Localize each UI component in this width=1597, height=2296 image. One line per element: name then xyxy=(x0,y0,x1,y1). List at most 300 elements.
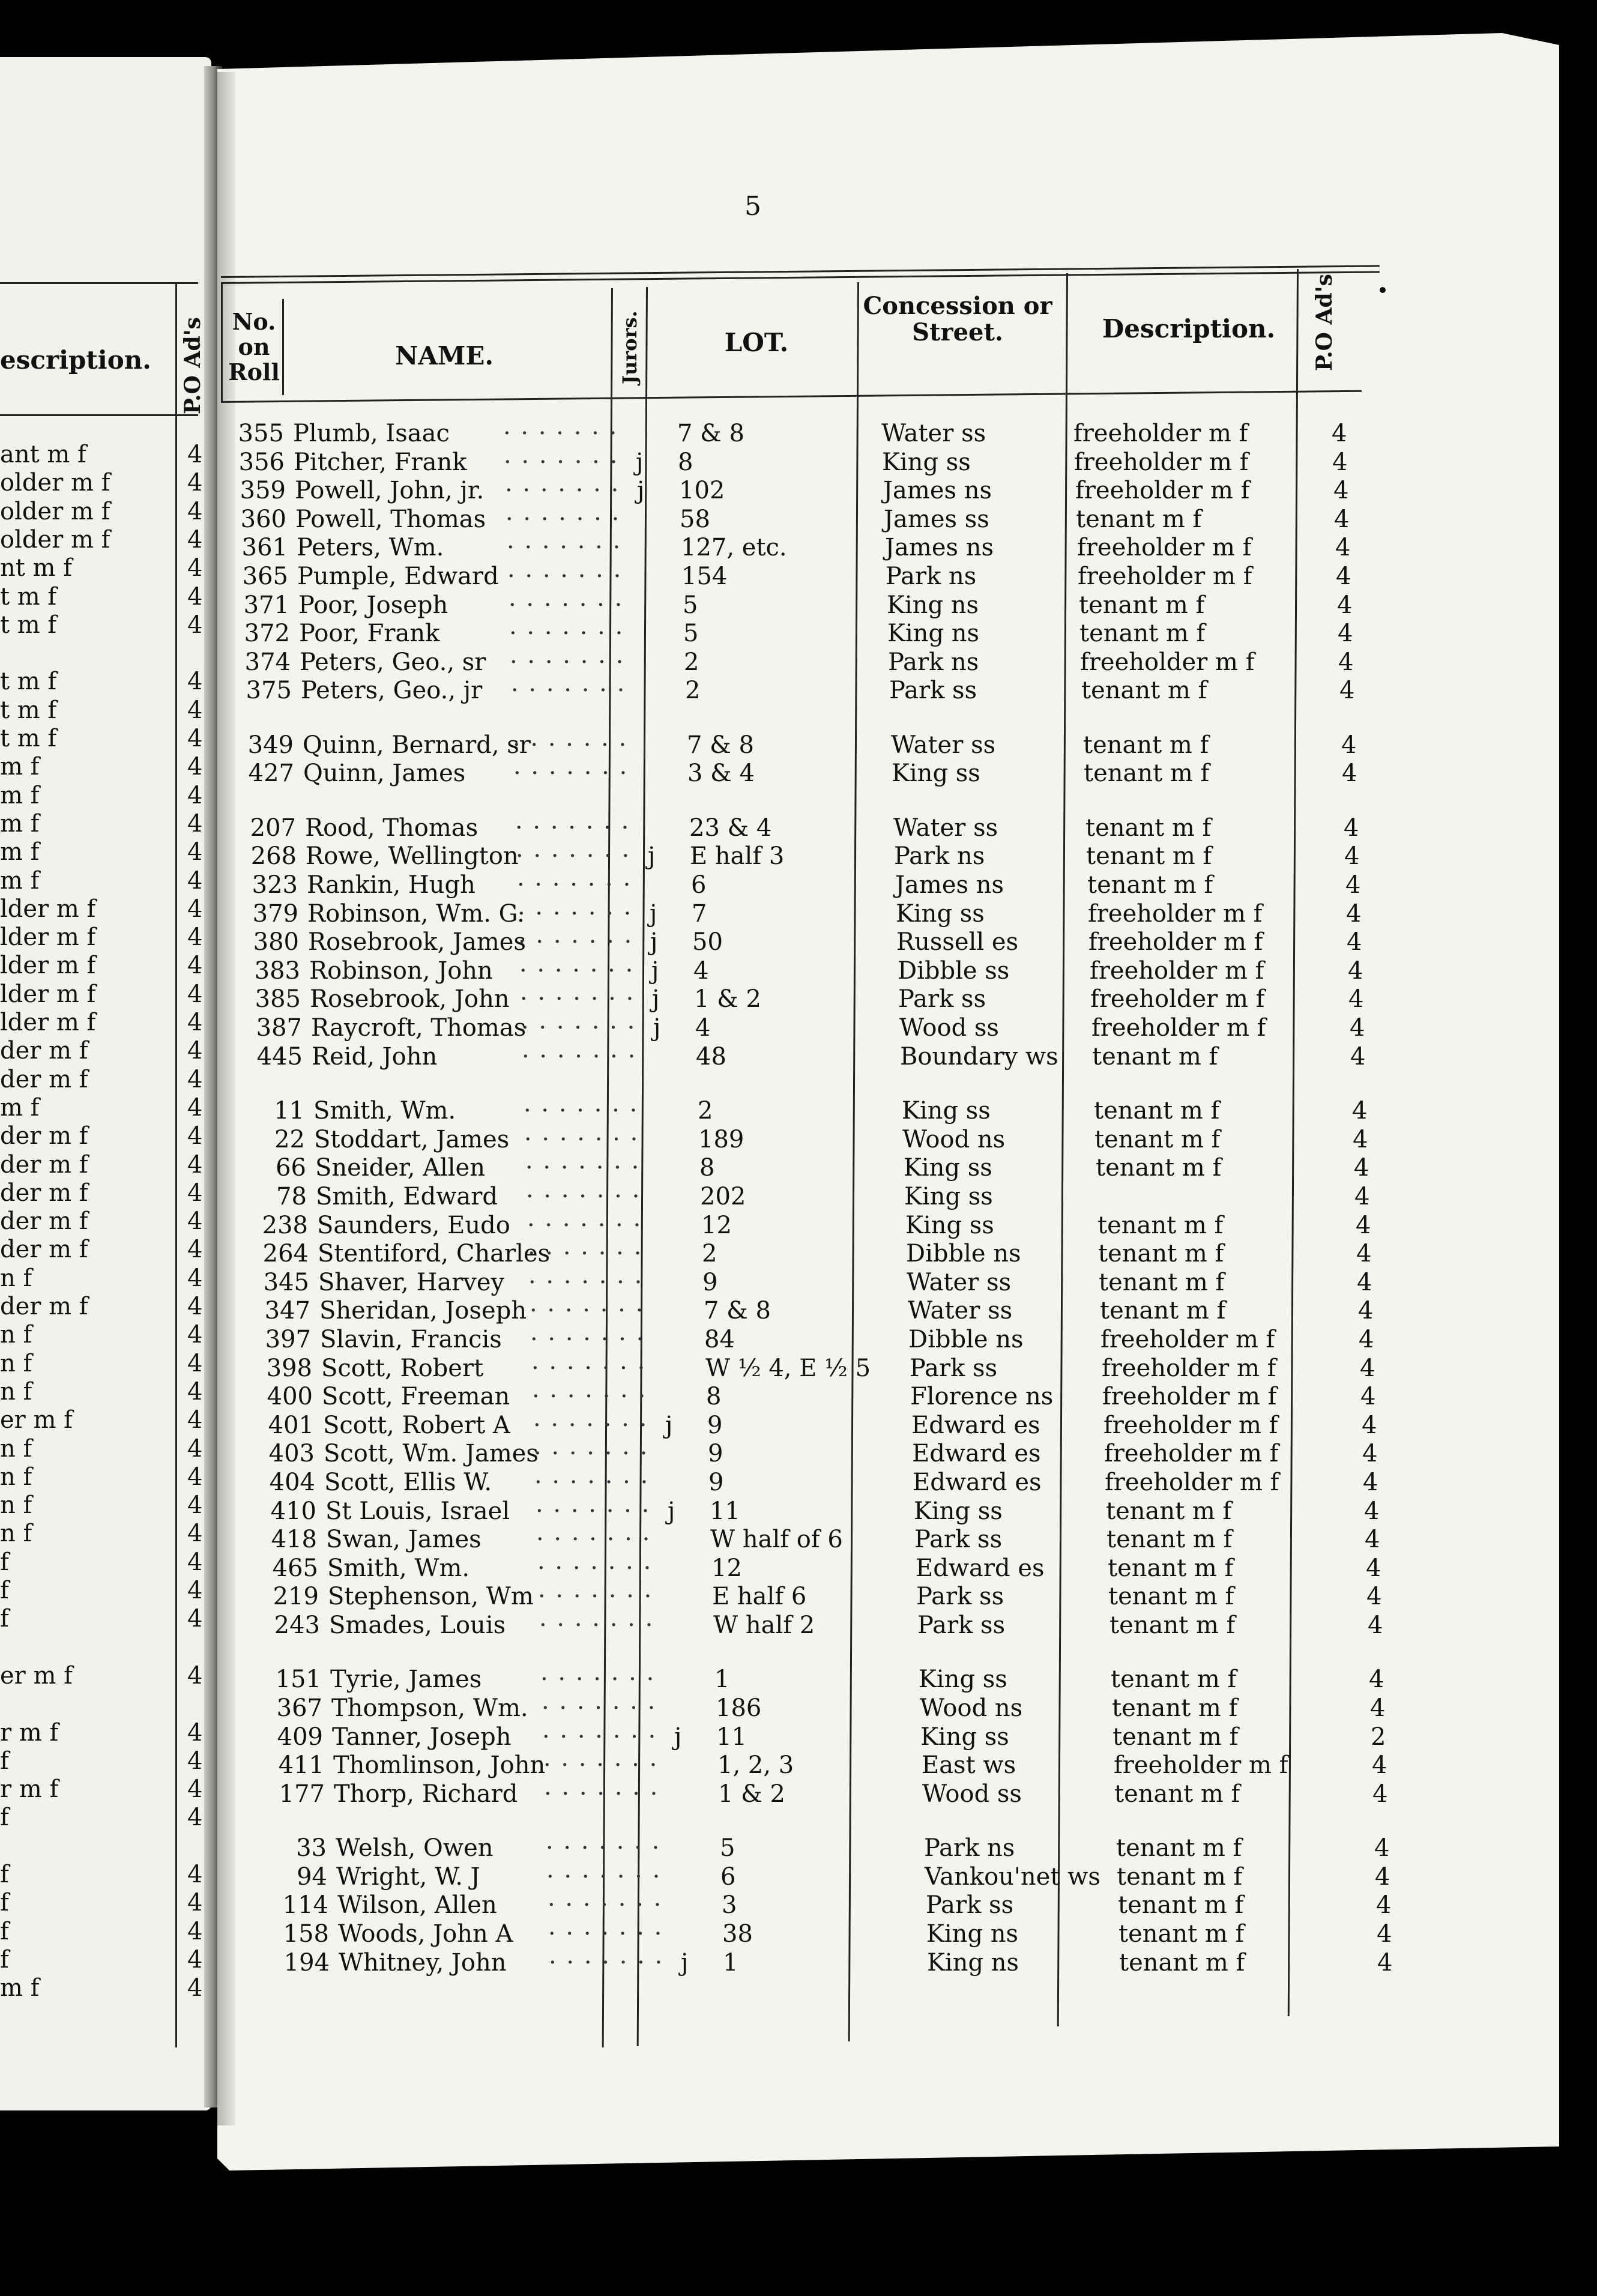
row-lot: 3 & 4 xyxy=(687,760,755,787)
left-row-description: r m f xyxy=(0,1718,59,1747)
row-resident-name: Rankin, Hugh xyxy=(307,871,475,899)
row-description: tenant m f xyxy=(1096,1154,1222,1182)
table-row xyxy=(260,1724,1401,1753)
left-row xyxy=(0,1804,204,1833)
table-row xyxy=(249,1355,1390,1384)
left-row-description: er m f xyxy=(0,1406,73,1434)
leader-dots: · · · · · · · xyxy=(507,534,622,561)
left-row xyxy=(0,1464,204,1493)
row-roll-number: 374 xyxy=(244,648,291,676)
row-resident-name: Tanner, Joseph xyxy=(332,1723,512,1751)
row-street: Park ns xyxy=(886,563,977,590)
table-row xyxy=(267,1950,1407,1978)
row-resident-name: Powell, John, jr. xyxy=(295,477,485,504)
row-po-address: 4 xyxy=(1348,957,1363,985)
row-lot: 9 xyxy=(708,1469,724,1496)
row-lot: 11 xyxy=(716,1723,747,1751)
row-street: Park ss xyxy=(889,677,977,704)
row-street: Park ss xyxy=(914,1526,1003,1553)
row-street: Vankou'net ws xyxy=(925,1863,1100,1891)
left-row xyxy=(0,1038,204,1066)
leader-dots: · · · · · · · xyxy=(546,1863,662,1891)
table-row xyxy=(237,958,1378,986)
row-po-address: 4 xyxy=(1354,1183,1370,1210)
left-row-description: m f xyxy=(0,781,40,809)
left-header-rule xyxy=(0,282,198,284)
left-row xyxy=(0,470,204,498)
leader-dots: · · · · · · · xyxy=(537,1554,653,1582)
row-lot: 7 & 8 xyxy=(687,731,754,759)
row-description: tenant m f xyxy=(1119,1949,1245,1977)
left-row-description: f xyxy=(0,1548,9,1576)
row-lot: 9 xyxy=(708,1440,723,1467)
left-row xyxy=(0,1265,204,1294)
row-roll-number: 418 xyxy=(271,1526,317,1553)
row-resident-name: Raycroft, Thomas xyxy=(311,1014,527,1042)
leader-dots: · · · · · · · xyxy=(517,871,632,899)
left-row xyxy=(0,1095,204,1123)
left-row-description: lder m f xyxy=(0,923,96,952)
row-street: King ss xyxy=(904,1154,992,1182)
leader-dots: · · · · · · · xyxy=(506,506,621,533)
row-lot: 50 xyxy=(692,928,723,956)
row-lot: 1 xyxy=(714,1666,730,1693)
row-po-address: 4 xyxy=(1362,1440,1378,1467)
left-row xyxy=(0,839,204,868)
row-street: Edward es xyxy=(913,1469,1042,1496)
row-roll-number: 114 xyxy=(282,1891,328,1919)
row-lot: 8 xyxy=(706,1383,722,1410)
table-row xyxy=(264,1864,1405,1893)
row-description: freeholder m f xyxy=(1100,1326,1275,1353)
row-resident-name: Quinn, Bernard, sr xyxy=(303,731,531,759)
row-street: Park ss xyxy=(917,1612,1006,1639)
left-row-po: 4 xyxy=(187,1491,203,1520)
leader-dots: · · · · · · · xyxy=(542,1694,657,1722)
row-description: tenant m f xyxy=(1083,731,1209,759)
row-description: tenant m f xyxy=(1100,1297,1226,1325)
left-row-description: nt m f xyxy=(0,554,72,582)
left-row-description: m f xyxy=(0,866,40,895)
row-lot: 7 & 8 xyxy=(704,1297,771,1325)
left-row xyxy=(0,612,204,641)
row-street: Park ss xyxy=(926,1891,1014,1919)
row-resident-name: Scott, Freeman xyxy=(322,1383,510,1410)
row-resident-name: Smith, Wm. xyxy=(313,1097,456,1125)
row-juror-mark: j xyxy=(652,985,660,1013)
row-roll-number: 219 xyxy=(273,1583,319,1610)
leader-dots: · · · · · · · xyxy=(532,1383,647,1410)
row-juror-mark: j xyxy=(651,957,659,985)
row-juror-mark: j xyxy=(674,1723,682,1751)
left-row xyxy=(0,668,204,697)
row-lot: W half of 6 xyxy=(710,1526,843,1553)
row-po-address: 2 xyxy=(1371,1723,1386,1751)
left-row xyxy=(0,1180,204,1209)
row-description: tenant m f xyxy=(1114,1780,1240,1808)
table-row xyxy=(256,1583,1396,1612)
left-row-po: 4 xyxy=(187,1577,203,1604)
left-row-description: lder m f xyxy=(0,952,96,980)
left-row-po: 4 xyxy=(187,1917,203,1945)
left-row xyxy=(0,640,204,669)
left-row xyxy=(0,1890,204,1918)
left-row xyxy=(0,725,204,754)
leader-dots: · · · · · · · xyxy=(520,985,635,1013)
row-resident-name: Pumple, Edward xyxy=(297,563,499,590)
row-description: freeholder m f xyxy=(1073,420,1248,447)
row-street: Park ns xyxy=(894,842,985,870)
row-description: tenant m f xyxy=(1085,814,1212,842)
row-po-address: 4 xyxy=(1366,1583,1382,1610)
row-lot: 127, etc. xyxy=(681,534,787,561)
row-roll-number: 268 xyxy=(250,842,297,870)
row-description: tenant m f xyxy=(1116,1834,1242,1862)
left-row xyxy=(0,1066,204,1095)
row-description: tenant m f xyxy=(1094,1097,1220,1125)
row-lot: 9 xyxy=(707,1412,723,1439)
row-roll-number: 11 xyxy=(274,1097,304,1125)
left-row-description: older m f xyxy=(0,497,110,525)
row-roll-number: 411 xyxy=(278,1751,324,1779)
table-row xyxy=(226,592,1367,621)
col-rule-left-roll xyxy=(221,282,223,402)
left-row xyxy=(0,1918,204,1947)
left-row xyxy=(0,924,204,953)
table-row xyxy=(229,677,1369,706)
row-lot: 12 xyxy=(711,1554,742,1582)
row-po-address: 4 xyxy=(1352,1097,1368,1125)
left-row-po: 4 xyxy=(187,753,203,781)
row-po-address: 4 xyxy=(1339,677,1355,704)
left-row-description: n f xyxy=(0,1463,32,1491)
row-description: tenant m f xyxy=(1106,1526,1233,1553)
left-row-po: 4 xyxy=(187,582,203,611)
row-po-address: 4 xyxy=(1332,449,1348,476)
left-row xyxy=(0,555,204,584)
left-row-description: ant m f xyxy=(0,441,86,468)
row-resident-name: Robinson, John xyxy=(309,957,493,985)
row-street: Wood ss xyxy=(899,1014,999,1042)
row-resident-name: St Louis, Israel xyxy=(325,1497,510,1525)
table-row xyxy=(246,1240,1386,1269)
leader-dots: · · · · · · · xyxy=(539,1612,654,1639)
row-resident-name: Smades, Louis xyxy=(329,1612,506,1639)
left-row-po: 4 xyxy=(187,809,203,838)
row-roll-number: 323 xyxy=(252,871,298,899)
row-resident-name: Peters, Geo., jr xyxy=(301,677,483,704)
table-row xyxy=(245,1212,1386,1241)
left-row-description: n f xyxy=(0,1377,32,1406)
row-lot: 8 xyxy=(699,1154,715,1182)
row-lot: 8 xyxy=(678,449,693,476)
left-row-description: lder m f xyxy=(0,980,96,1008)
leader-dots: · · · · · · · xyxy=(531,1355,647,1382)
row-roll-number: 398 xyxy=(266,1355,312,1382)
row-resident-name: Scott, Ellis W. xyxy=(324,1469,492,1496)
table-row xyxy=(242,1126,1383,1155)
left-page-content xyxy=(0,0,216,2162)
row-resident-name: Scott, Robert A xyxy=(323,1412,510,1439)
row-juror-mark: j xyxy=(636,449,644,476)
row-resident-name: Stoddart, James xyxy=(314,1126,510,1153)
row-resident-name: Smith, Edward xyxy=(316,1183,498,1210)
row-roll-number: 409 xyxy=(277,1723,323,1751)
left-row-po: 4 xyxy=(187,838,203,866)
row-po-address: 4 xyxy=(1377,1920,1392,1948)
left-row-description: m f xyxy=(0,1974,40,2002)
row-resident-name: Saunders, Eudo xyxy=(317,1212,510,1239)
left-row-po: 4 xyxy=(187,1974,203,2002)
left-row-description: der m f xyxy=(0,1037,88,1065)
row-po-address: 4 xyxy=(1366,1554,1381,1582)
row-lot: 3 xyxy=(722,1891,737,1919)
left-row-description: n f xyxy=(0,1321,32,1349)
row-roll-number: 22 xyxy=(274,1126,305,1153)
row-resident-name: Rosebrook, John xyxy=(310,985,510,1013)
table-row xyxy=(266,1921,1407,1950)
left-row-po: 4 xyxy=(187,1349,203,1377)
left-row-description: t m f xyxy=(0,582,57,611)
leader-dots: · · · · · · · xyxy=(515,814,630,842)
row-description: tenant m f xyxy=(1081,677,1207,704)
row-resident-name: Stephenson, Wm xyxy=(328,1583,534,1610)
row-roll-number: 158 xyxy=(283,1920,329,1948)
row-resident-name: Peters, Geo., sr xyxy=(300,648,486,676)
row-roll-number: 66 xyxy=(276,1154,306,1182)
row-po-address: 4 xyxy=(1365,1526,1380,1553)
leader-dots: · · · · · · · xyxy=(509,620,624,647)
row-roll-number: 367 xyxy=(276,1694,322,1722)
row-po-address: 4 xyxy=(1338,620,1353,647)
row-lot: 48 xyxy=(696,1043,726,1071)
row-description: freeholder m f xyxy=(1078,563,1252,590)
row-description: freeholder m f xyxy=(1090,985,1265,1013)
row-po-address: 4 xyxy=(1377,1949,1393,1977)
left-row xyxy=(0,1577,204,1606)
row-lot: 6 xyxy=(691,871,707,899)
left-row-description: f xyxy=(0,1861,9,1888)
row-roll-number: 385 xyxy=(255,985,301,1013)
leader-dots: · · · · · · · xyxy=(528,1240,643,1267)
row-street: Park ns xyxy=(888,648,979,676)
table-row xyxy=(257,1612,1398,1641)
left-row-po: 4 xyxy=(187,1661,203,1690)
row-po-address: 4 xyxy=(1359,1326,1374,1353)
row-po-address: 4 xyxy=(1342,760,1357,787)
left-row-po: 4 xyxy=(187,1150,203,1179)
leader-dots: · · · · · · · xyxy=(524,1097,639,1125)
leader-dots: · · · · · · · xyxy=(505,477,620,504)
row-description: tenant m f xyxy=(1084,760,1210,787)
row-lot: 6 xyxy=(720,1863,736,1891)
row-street: East ws xyxy=(922,1751,1016,1779)
left-row xyxy=(0,1634,204,1663)
table-row xyxy=(254,1526,1395,1555)
leader-dots: · · · · · · · xyxy=(516,842,631,870)
leader-dots: · · · · · · · xyxy=(536,1497,651,1525)
left-row-description: der m f xyxy=(0,1236,88,1264)
left-row xyxy=(0,1520,204,1549)
table-row xyxy=(251,1412,1392,1441)
row-po-address: 4 xyxy=(1336,563,1351,590)
row-roll-number: 347 xyxy=(264,1297,310,1325)
row-po-address: 4 xyxy=(1354,1154,1369,1182)
row-po-address: 4 xyxy=(1374,1834,1390,1862)
left-row xyxy=(0,1436,204,1464)
table-row xyxy=(236,929,1377,958)
row-lot: 12 xyxy=(701,1212,732,1239)
row-description: freeholder m f xyxy=(1114,1751,1288,1779)
left-row-description: older m f xyxy=(0,525,110,554)
row-po-address: 4 xyxy=(1350,1043,1366,1071)
left-row-description: der m f xyxy=(0,1065,88,1093)
row-lot: 1 & 2 xyxy=(694,985,761,1013)
row-description: freeholder m f xyxy=(1091,1014,1266,1042)
header-roll: Roll xyxy=(228,358,280,385)
left-row xyxy=(0,1152,204,1180)
leader-dots: · · · · · · · xyxy=(542,1723,657,1751)
left-row-po: 4 xyxy=(187,725,203,752)
row-po-address: 4 xyxy=(1332,420,1347,447)
row-lot: 5 xyxy=(720,1834,735,1862)
left-row-description: f xyxy=(0,1577,9,1604)
row-roll-number: 404 xyxy=(269,1469,315,1496)
left-row xyxy=(0,1379,204,1407)
row-po-address: 4 xyxy=(1368,1612,1383,1639)
left-row-description: der m f xyxy=(0,1150,88,1179)
row-resident-name: Woods, John A xyxy=(338,1920,513,1948)
row-resident-name: Welsh, Owen xyxy=(336,1834,494,1862)
row-lot: 58 xyxy=(680,506,710,533)
header-no-on-roll xyxy=(221,309,287,385)
table-row xyxy=(225,534,1365,563)
row-resident-name: Tyrie, James xyxy=(330,1666,482,1693)
row-po-address: 4 xyxy=(1334,506,1350,533)
row-po-address: 4 xyxy=(1356,1240,1372,1267)
left-row-po: 4 xyxy=(187,1747,203,1775)
leader-dots: · · · · · · · xyxy=(518,928,633,956)
row-po-address: 4 xyxy=(1376,1891,1392,1919)
left-row xyxy=(0,697,204,726)
row-resident-name: Poor, Frank xyxy=(299,620,440,647)
header-concession xyxy=(859,293,1057,346)
left-row xyxy=(0,1293,204,1322)
table-row xyxy=(250,1383,1390,1412)
row-description: tenant m f xyxy=(1086,842,1212,870)
left-header-description: escription. xyxy=(0,345,151,375)
row-street: James ns xyxy=(883,477,992,504)
left-row xyxy=(0,1407,204,1436)
table-row xyxy=(262,1781,1402,1810)
row-description: tenant m f xyxy=(1111,1666,1237,1693)
leader-dots: · · · · · · · xyxy=(519,957,635,985)
row-roll-number: 427 xyxy=(248,760,294,787)
row-description: tenant m f xyxy=(1117,1863,1243,1891)
leader-dots: · · · · · · · xyxy=(548,1920,663,1948)
left-row-po: 4 xyxy=(187,1434,203,1463)
row-juror-mark: j xyxy=(650,900,657,928)
left-row xyxy=(0,1776,204,1805)
row-roll-number: 445 xyxy=(256,1043,303,1071)
table-row xyxy=(258,1666,1399,1695)
table-row xyxy=(240,1044,1380,1072)
left-row-po: 4 xyxy=(187,1293,203,1320)
left-header-po: P.O Ad's xyxy=(180,317,205,414)
row-description: tenant m f xyxy=(1097,1212,1224,1239)
row-description: freeholder m f xyxy=(1075,477,1250,504)
table-row xyxy=(223,506,1364,535)
left-row xyxy=(0,896,204,925)
row-po-address: 4 xyxy=(1346,900,1362,928)
row-po-address: 4 xyxy=(1364,1497,1380,1525)
header-lot: LOT. xyxy=(724,328,789,357)
header-on: on xyxy=(238,333,270,360)
left-row xyxy=(0,1350,204,1379)
left-row-description: der m f xyxy=(0,1293,88,1320)
header-jurors: Jurors. xyxy=(618,310,641,384)
row-roll-number: 361 xyxy=(241,534,288,561)
row-roll-number: 379 xyxy=(252,900,298,928)
left-row-po: 4 xyxy=(187,1945,203,1974)
row-po-address: 4 xyxy=(1337,591,1353,619)
row-po-address: 4 xyxy=(1360,1355,1375,1382)
row-lot: 7 & 8 xyxy=(677,420,744,447)
row-roll-number: 94 xyxy=(297,1863,327,1891)
row-roll-number: 397 xyxy=(265,1326,311,1353)
row-description: tenant m f xyxy=(1092,1043,1218,1071)
leader-dots: · · · · · · · xyxy=(548,1891,663,1919)
row-juror-mark: j xyxy=(648,842,656,870)
row-po-address: 4 xyxy=(1335,534,1351,561)
left-row xyxy=(0,1123,204,1152)
row-street: Park ss xyxy=(910,1355,998,1382)
row-roll-number: 264 xyxy=(262,1240,309,1267)
left-row-po: 4 xyxy=(187,1463,203,1491)
left-row xyxy=(0,1606,204,1634)
left-row-po: 4 xyxy=(187,525,203,554)
left-row xyxy=(0,1009,204,1038)
left-row xyxy=(0,527,204,555)
left-row-description: lder m f xyxy=(0,895,96,923)
row-po-address: 4 xyxy=(1370,1694,1386,1722)
row-street: Florence ns xyxy=(910,1383,1054,1410)
row-description: tenant m f xyxy=(1076,506,1202,533)
table-row xyxy=(227,620,1368,649)
row-description: tenant m f xyxy=(1109,1612,1236,1639)
row-po-address: 4 xyxy=(1358,1297,1374,1325)
left-row-po: 4 xyxy=(187,1718,203,1747)
left-row-po: 4 xyxy=(187,923,203,952)
row-street: King ss xyxy=(905,1212,994,1239)
left-row-description: m f xyxy=(0,809,40,838)
left-row-po: 4 xyxy=(187,980,203,1008)
left-row-description: t m f xyxy=(0,611,57,639)
left-row-po: 4 xyxy=(187,497,203,525)
row-resident-name: Sheridan, Joseph xyxy=(319,1297,527,1325)
row-street: Dibble ns xyxy=(908,1326,1024,1353)
table-row xyxy=(238,986,1378,1015)
row-street: King ss xyxy=(920,1723,1009,1751)
leader-dots: · · · · · · · xyxy=(533,1412,648,1439)
leader-dots: · · · · · · · xyxy=(530,1297,645,1325)
row-street: King ns xyxy=(927,1949,1019,1977)
row-street: King ns xyxy=(887,591,979,619)
left-row xyxy=(0,1975,204,2004)
row-street: Dibble ss xyxy=(898,957,1010,985)
row-po-address: 4 xyxy=(1362,1412,1377,1439)
row-description: freeholder m f xyxy=(1088,928,1263,956)
